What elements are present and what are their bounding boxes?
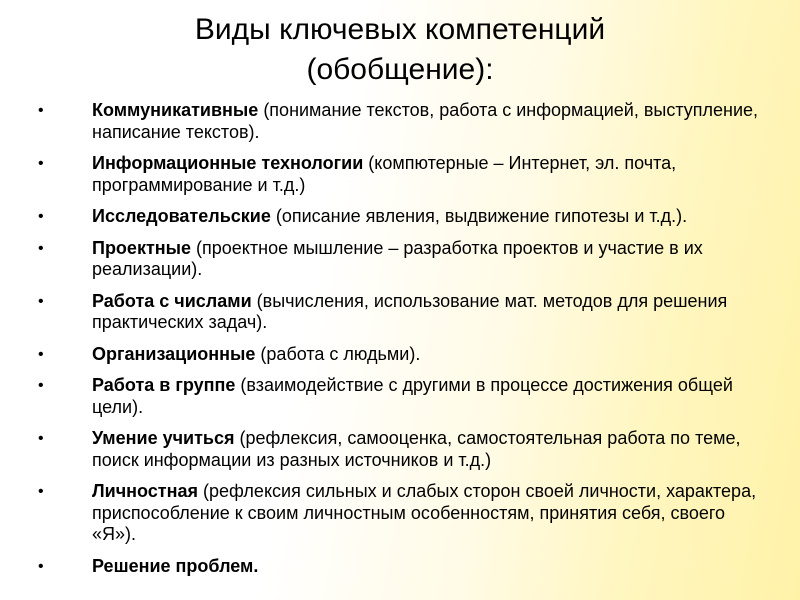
bullet-icon: • [38, 430, 44, 447]
competency-term: Решение проблем. [92, 555, 259, 576]
competency-item-learning [0, 428, 800, 471]
competency-term: Работа в группе [92, 375, 236, 395]
competency-term: Информационные технологии [92, 153, 364, 173]
bullet-icon: • [38, 557, 44, 575]
competency-description: (понимание текстов, работа с информацией, выступление, написание текстов). [92, 100, 759, 142]
competency-item-personal [0, 481, 800, 546]
competency-item-information-technology [0, 153, 800, 196]
competency-description: (компютерные – Интернет, эл. почта, программирование и т.д.) [92, 153, 677, 195]
competency-description: (рефлексия сильных и слабых сторон своей личности, характера, приспособление к своим личностным особенностям, принятия себя, своего «Я»). [92, 481, 757, 544]
competency-term: Исследовательские [92, 206, 271, 226]
bullet-icon: • [38, 377, 44, 394]
bullet-icon: • [38, 208, 44, 225]
competency-item-organizational [0, 344, 800, 366]
competency-term: Проектные [92, 237, 192, 258]
competency-item-project [0, 238, 800, 281]
competency-item-teamwork [0, 375, 800, 418]
competency-list [0, 100, 800, 587]
competency-term: Умение учиться [92, 428, 235, 448]
competency-item-problem-solving [0, 556, 800, 578]
bullet-icon: • [38, 155, 44, 172]
competency-description: (взаимодействие с другими в процессе достижения общей цели). [92, 375, 733, 417]
bullet-icon: • [38, 345, 44, 363]
bullet-icon: • [38, 239, 44, 257]
competency-term: Коммуникативные [92, 100, 259, 120]
competency-item-research [0, 206, 800, 228]
slide-title-line-2: (обобщение): [306, 53, 494, 86]
competency-description: (вычисления, использование мат. методов для решения практических задач). [92, 290, 728, 332]
slide-title-line-1: Виды ключевых компетенций [194, 13, 606, 46]
competency-description: (описание явления, выдвижение гипотезы и т.д.). [270, 206, 688, 226]
bullet-icon: • [38, 102, 44, 119]
bullet-icon: • [38, 483, 44, 500]
competency-term: Личностная [92, 481, 198, 501]
competency-description: (рефлексия, самооценка, самостоятельная работа по теме, поиск информации из разных источников и т.д.) [92, 428, 741, 470]
competency-item-communicative [0, 100, 800, 143]
competency-term: Организационные [92, 343, 256, 364]
competency-description: (работа с людьми). [255, 343, 421, 364]
competency-item-numbers [0, 291, 800, 334]
competency-description: (проектное мышление – разработка проектов и участие в их реализации). [92, 237, 703, 279]
slide-title [0, 10, 800, 90]
bullet-icon: • [38, 292, 44, 310]
competency-term: Работа с числами [92, 290, 252, 311]
